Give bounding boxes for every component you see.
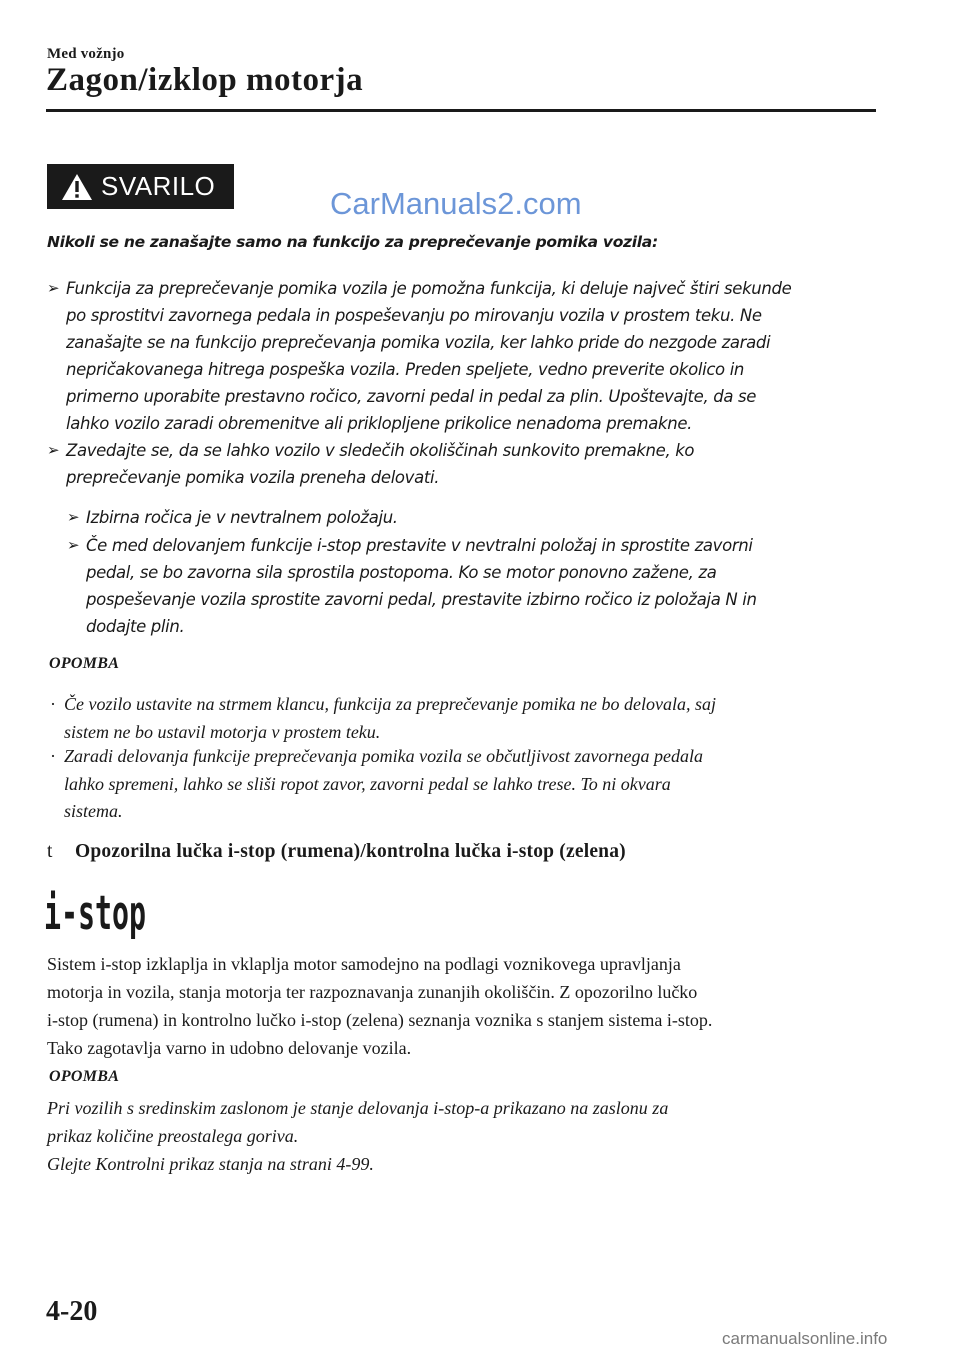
page-title: Zagon/izklop motorja [46, 62, 364, 98]
warning-subitem-line: pospeševanje vozila sprostite zavorni pedal, prestavite izbirno ročico iz položaja N in [86, 590, 757, 609]
section-body [47, 950, 877, 1062]
section-marker: t [47, 841, 53, 862]
watermark-link[interactable]: CarManuals2.com [330, 186, 582, 221]
warning-subitem-line: dodajte plin. [86, 617, 185, 636]
note-heading: OPOMBA [49, 1068, 120, 1085]
section-heading-text: Opozorilna lučka i-stop (rumena)/kontrolna lučka i-stop (zelena) [75, 841, 626, 862]
arrow-bullet-icon: ➢ [67, 536, 80, 554]
warning-label: SVARILO [101, 171, 216, 201]
note-item-line: sistem ne bo ustavil motorja v prostem teku. [64, 721, 381, 742]
footer-site-link[interactable]: carmanualsonline.info [722, 1329, 888, 1348]
note-item-line: sistema. [64, 801, 123, 821]
warning-lead: Nikoli se ne zanašajte samo na funkcijo za preprečevanje pomika vozila: [47, 233, 658, 251]
note-item-line: Zaradi delovanja funkcije preprečevanja pomika vozila se občutljivost zavornega pedala [64, 746, 704, 766]
warning-item [47, 275, 878, 437]
page-number: 4-20 [46, 1296, 98, 1327]
section-body-line: i-stop (rumena) in kontrolno lučko i-stop (zelena) seznanja voznika s stanjem sistema i-stop. [47, 1010, 713, 1030]
warning-subitem-line: Izbirna ročica je v nevtralnem položaju. [86, 508, 398, 527]
warning-item-line: lahko vozilo zaradi obremenitve ali priklopljene prikolice nenadoma premakne. [66, 414, 693, 433]
warning-item-line: nepričakovanega hitrega pospeška vozila. Preden speljete, vedno preverite okolico in [66, 360, 745, 379]
section-label: Med vožnjo [47, 46, 125, 62]
section-heading [47, 841, 626, 863]
warning-item-line: Zavedajte se, da se lahko vozilo v sledečih okoliščinah sunkovito premakne, ko [66, 441, 695, 460]
section-body-line: motorja in vozila, stanja motorja ter razpoznavanja zunanjih okoliščin. Z opozorilno lučko [47, 982, 698, 1002]
istop-indicator-icon [44, 883, 148, 941]
warning-item-line: primerno uporabite prestavno ročico, zavorni pedal in pedal za plin. Upoštevajte, da se [66, 387, 757, 406]
warning-subitem [67, 504, 876, 531]
warning-triangle-icon [61, 173, 93, 201]
warning-item [47, 437, 878, 491]
arrow-bullet-icon: ➢ [47, 279, 60, 297]
note-body-line: Pri vozilih s sredinskim zaslonom je stanje delovanja i-stop-a prikazano na zaslonu za [47, 1098, 669, 1118]
warning-subitem [67, 532, 876, 640]
warning-subitem-line: Če med delovanjem funkcije i-stop prestavite v nevtralni položaj in sprostite zavorni [86, 536, 753, 555]
title-divider [46, 109, 876, 112]
note-body-line: Glejte Kontrolni prikaz stanja na strani 4-99. [47, 1154, 374, 1174]
section-body-line: Tako zagotavlja varno in udobno delovanje vozila. [47, 1038, 412, 1058]
note-item [50, 691, 876, 746]
note-body [47, 1094, 668, 1178]
note-item [50, 743, 876, 826]
warning-subitem-line: pedal, se bo zavorna sila sprostila postopoma. Ko se motor ponovno zažene, za [86, 563, 717, 582]
note-heading: OPOMBA [49, 655, 120, 672]
warning-item-line: Funkcija za preprečevanje pomika vozila je pomožna funkcija, ki deluje največ štiri sekunde [66, 279, 792, 298]
bullet-dot-icon: · [50, 694, 56, 714]
warning-badge [47, 164, 234, 209]
warning-item-line: po sprostitvi zavornega pedala in pospeševanju po mirovanju vozila v prostem teku. Ne [66, 306, 762, 325]
arrow-bullet-icon: ➢ [67, 508, 80, 526]
warning-item-line: zanašajte se na funkcijo preprečevanja pomika vozila, ker lahko pride do nezgode zaradi [66, 333, 771, 352]
note-item-line: Če vozilo ustavite na strmem klancu, funkcija za preprečevanje pomika ne bo delovala, saj [64, 694, 717, 714]
note-item-line: lahko spremeni, lahko se sliši ropot zavor, zavorni pedal se lahko trese. To ni okvara [64, 773, 671, 794]
bullet-dot-icon: · [50, 746, 56, 766]
warning-item-line: preprečevanje pomika vozila preneha delovati. [66, 468, 440, 487]
istop-icon-label: i-stop [44, 886, 146, 941]
note-body-line: prikaz količine preostalega goriva. [47, 1126, 299, 1146]
arrow-bullet-icon: ➢ [47, 441, 60, 459]
section-body-line: Sistem i-stop izklaplja in vklaplja motor samodejno na podlagi voznikovega upravljanja [47, 954, 681, 974]
